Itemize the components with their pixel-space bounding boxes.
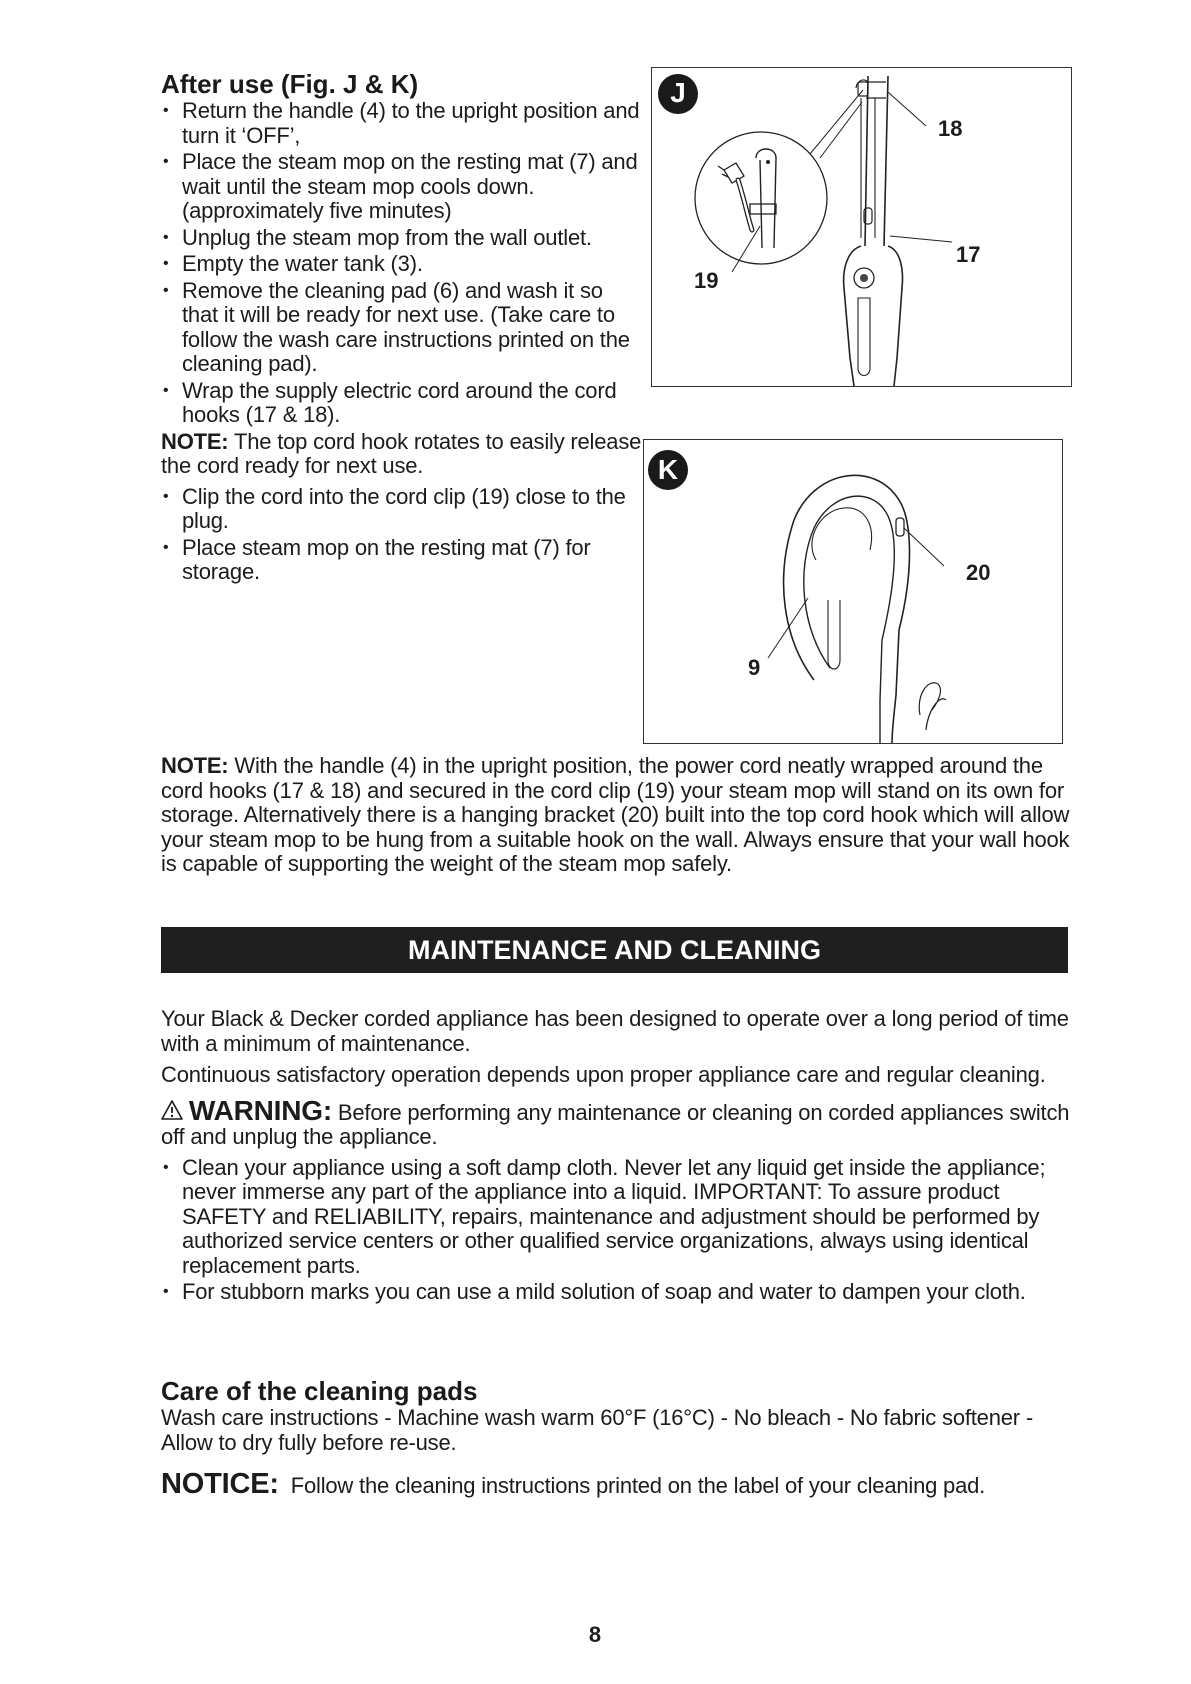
maintenance-para-2: Continuous satisfactory operation depends upon proper appliance care and regular cleaning. — [161, 1062, 1046, 1087]
storage-note — [161, 754, 1071, 877]
storage-note-text: With the handle (4) in the upright position, the power cord neatly wrapped around the cord hooks (17 & 18) and secured in the cord clip (19) your steam mop will stand on its own for storage. Alternatively there is a hanging bracket (20) built into the top cord hook which will allow your steam mop to be hung from a suitable hook on the wall. Always ensure that your wall hook is capable of supporting the weight of the steam mop safely. — [161, 753, 1070, 876]
list-item: • Clip the cord into the cord clip (19) close to the plug. — [161, 485, 644, 534]
figure-j — [651, 67, 1072, 387]
note-text: The top cord hook rotates to easily release the cord ready for next use. — [161, 428, 642, 478]
handle-grip-icon — [784, 475, 910, 743]
zoom-line — [810, 90, 863, 154]
callout-17: 17 — [956, 242, 981, 267]
callout-18: 18 — [938, 116, 963, 141]
after-use-heading: After use (Fig. J & K) — [161, 69, 419, 99]
maintenance-banner: MAINTENANCE AND CLEANING — [161, 927, 1068, 973]
wall-hook-icon — [919, 683, 946, 730]
after-use-section — [161, 69, 644, 587]
callout-19: 19 — [694, 268, 719, 293]
maintenance-para-1: Your Black & Decker corded appliance has been designed to operate over a long period of time with a minimum of maintenance. — [161, 1006, 1069, 1056]
list-item: • Unplug the steam mop from the wall outlet. — [161, 226, 644, 251]
page-number: 8 — [588, 1622, 602, 1647]
warning-text: Before performing any maintenance or cleaning on corded appliances switch off and unplug the appliance. — [161, 1099, 1070, 1149]
maintenance-bullets — [161, 1156, 1071, 1305]
figure-k-illustration — [644, 440, 1062, 743]
list-item: • Return the handle (4) to the upright position and turn it ‘OFF’, — [161, 99, 644, 148]
maintenance-section — [161, 1007, 1071, 1307]
care-heading: Care of the cleaning pads — [161, 1376, 478, 1406]
figure-j-badge: J — [670, 77, 686, 108]
after-use-steps-2 — [161, 485, 644, 585]
leader-17 — [890, 236, 952, 242]
note-label: NOTE: — [161, 428, 229, 454]
warning-triangle-icon — [161, 1099, 183, 1121]
list-item: • Wrap the supply electric cord around the cord hooks (17 & 18). — [161, 379, 644, 428]
figure-k — [643, 439, 1063, 744]
notice-label: NOTICE: — [161, 1468, 279, 1500]
callout-9: 9 — [748, 655, 761, 680]
warning-paragraph — [161, 1094, 1071, 1150]
list-item: • Place the steam mop on the resting mat (7) and wait until the steam mop cools down. (approximately five minutes) — [161, 150, 644, 224]
list-item: • Remove the cleaning pad (6) and wash it so that it will be ready for next use. (Take care to follow the wash care instructions printed on the cleaning pad). — [161, 279, 644, 377]
list-item: • Empty the water tank (3). — [161, 252, 644, 277]
warning-label: WARNING: — [188, 1094, 332, 1126]
notice-text: Follow the cleaning instructions printed on the label of your cleaning pad. — [290, 1473, 986, 1498]
list-item: • For stubborn marks you can use a mild solution of soap and water to dampen your cloth. — [161, 1280, 1071, 1305]
leader-9 — [768, 598, 808, 658]
figure-k-badge: K — [657, 454, 679, 485]
notice-paragraph — [161, 1468, 1081, 1500]
after-use-steps — [161, 99, 644, 428]
cord-hook-note — [161, 430, 644, 479]
hanging-bracket-icon — [896, 518, 904, 536]
list-item: • Place steam mop on the resting mat (7) for storage. — [161, 536, 644, 585]
storage-note-label: NOTE: — [161, 753, 229, 778]
care-text: Wash care instructions - Machine wash warm 60°F (16°C) - No bleach - No fabric softener - Allow to dry fully before re-use. — [161, 1405, 1033, 1455]
list-item: • Clean your appliance using a soft damp cloth. Never let any liquid get inside the appliance; never immerse any part of the appliance into a liquid. IMPORTANT: To assure product SAFETY and RELIABILITY, repairs, maintenance and adjustment should be performed by authorized service centers or other qualified service organizations, always using identical replacement parts. — [161, 1156, 1071, 1279]
leader-18 — [888, 92, 926, 126]
figure-j-illustration — [652, 68, 1071, 386]
callout-20: 20 — [966, 560, 991, 585]
care-section — [161, 1376, 1071, 1455]
mop-handle-icon — [865, 76, 888, 246]
